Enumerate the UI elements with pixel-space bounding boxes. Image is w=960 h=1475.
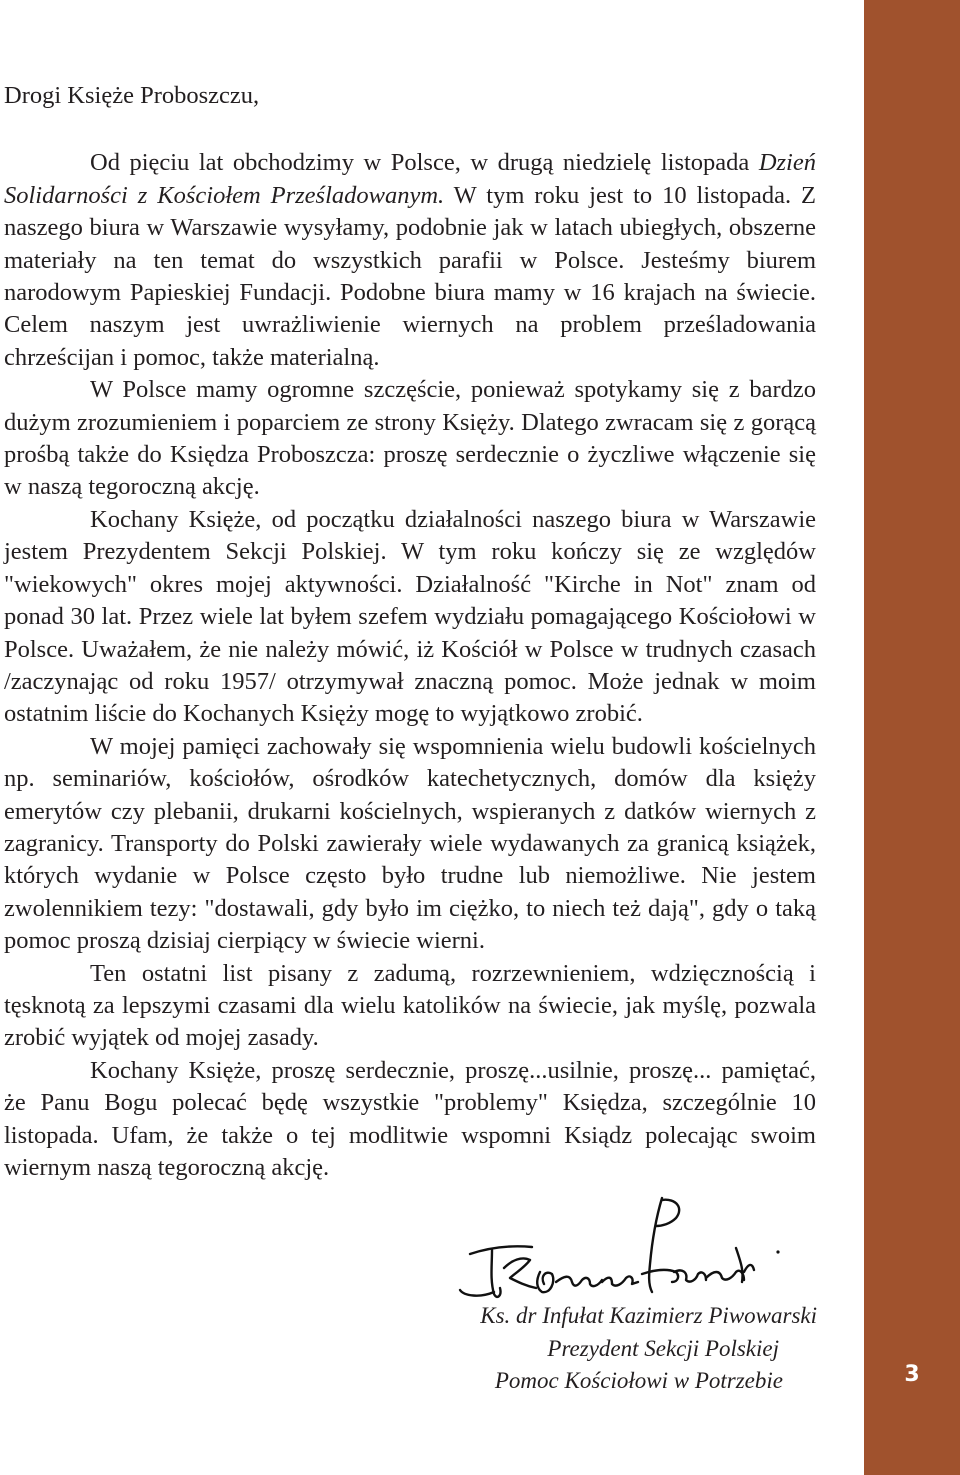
signer-name: Ks. dr Infułat Kazimierz Piwowarski bbox=[480, 1303, 817, 1328]
paragraph-1-rest: W tym roku jest to 10 listopada. Z naszego biura w Warszawie wysyłamy, podobnie jak w latach ubiegłych, obszerne materiały na ten temat do wszystkich parafii w Polsce. Jesteśmy biurem narodowym Papieskiej Fundacji. Podobne biura mamy w 16 krajach na świecie. Celem naszym jest uwrażliwienie wiernych na problem prześladowania chrześcijan i pomoc, także materialną. bbox=[4, 181, 816, 371]
paragraph-6: Kochany Księże, proszę serdecznie, proszę...usilnie, proszę... pamiętać, że Panu Bogu polecać będę wszystkie "problemy" Księdza, szczególnie 10 listopada. Ufam, że także o tej modlitwie wspomni Ksiądz polecając swoim wiernym naszą tegoroczną akcję. bbox=[4, 1056, 816, 1181]
salutation: Drogi Księże Proboszczu, bbox=[4, 82, 260, 109]
paragraph-5: Ten ostatni list pisany z zadumą, rozrzewnieniem, wdzięcznością i tęsknotą za lepszymi czasami dla wielu katolików na świecie, jak myślę, pozwala zrobić wyjątek od mojej zasady. bbox=[4, 959, 816, 1052]
paragraph-3: Kochany Księże, od początku działalności naszego biura w Warszawie jestem Prezydentem Sekcji Polskiej. W tym roku kończy się ze względów "wiekowych" okres mojej aktywności. Działalność "Kirche in Not" znam od ponad 30 lat. Przez wiele lat byłem szefem wydziału pomagającego Kościołowi w Polsce. Uważałem, że nie należy mówić, iż Kościół w Polsce w trudnych czasach /zaczynając od roku 1957/ otrzymywał znaczną pomoc. Może jednak w moim ostatnim liście do Kochanych Księży mogę to wyjątkowo zrobić. bbox=[4, 505, 816, 728]
paragraph-4: W mojej pamięci zachowały się wspomnienia wielu budowli kościelnych np. seminariów, kościołów, ośrodków katechetycznych, domów dla księży emerytów czy plebanii, drukarni kościelnych, wspieranych z datków wiernych z zagranicy. Transporty do Polski zawierały wiele wydawanych za granicą książek, których wydanie w Polsce często było trudne lub niemożliwe. Nie jestem zwolennikiem tezy: "dostawali, gdy było im ciężko, to niech też dają", gdy o taką pomoc proszą dzisiaj cierpiący w świecie wierni. bbox=[4, 732, 816, 955]
paragraph-1-lead: Od pięciu lat obchodzimy w Polsce, w drugą niedzielę listopada bbox=[90, 149, 759, 177]
signer-role: Prezydent Sekcji Polskiej bbox=[547, 1335, 779, 1361]
side-color-band bbox=[864, 0, 960, 1475]
paragraph-1 bbox=[4, 147, 816, 374]
paragraph-2: W Polsce mamy ogromne szczęście, ponieważ spotykamy się z bardzo dużym zrozumieniem i poparciem ze strony Księży. Dlatego zwracam się z gorącą prośbą także do Księdza Proboszcza: proszę serdecznie o życzliwe włączenie się w naszą tegoroczną akcję. bbox=[4, 376, 816, 501]
handwritten-signature bbox=[440, 1190, 800, 1305]
letter-body bbox=[4, 80, 816, 1184]
campaign-name: Dzień Solidarności z Kościołem Prześladowanym. bbox=[4, 149, 816, 209]
signer-block bbox=[480, 1300, 817, 1398]
signature-drawing bbox=[440, 1190, 800, 1305]
page-number: 3 bbox=[904, 1362, 920, 1387]
signer-organization: Pomoc Kościołowi w Potrzebie bbox=[494, 1368, 783, 1393]
